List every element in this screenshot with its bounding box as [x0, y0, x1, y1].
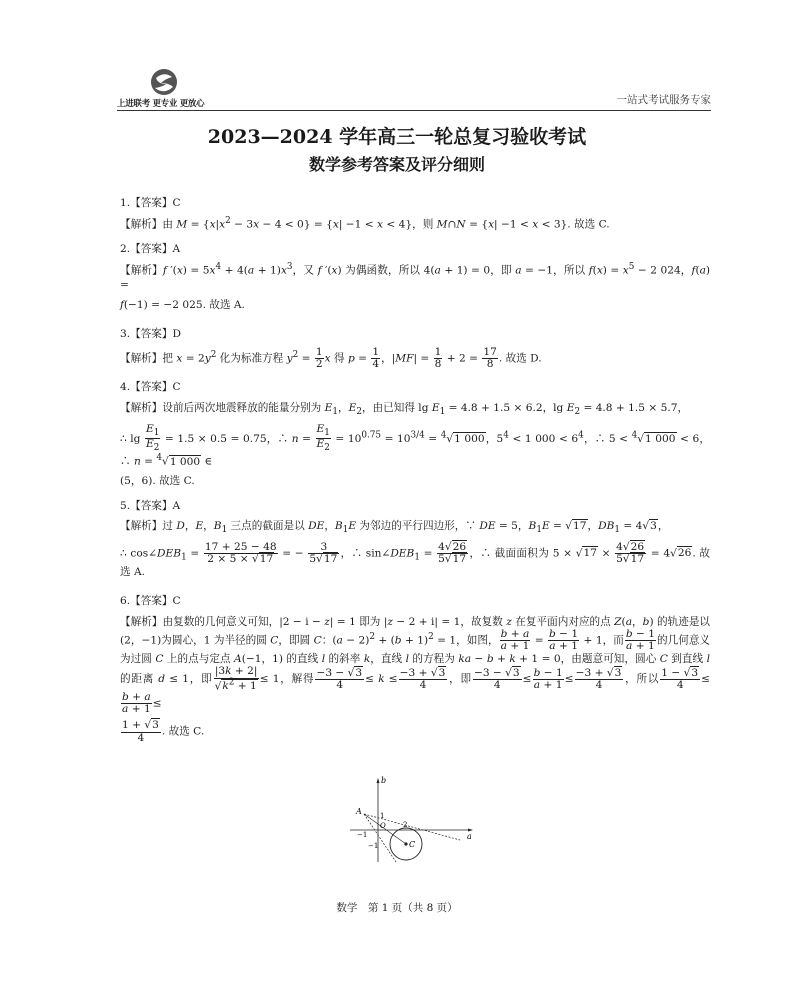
answer-1: 1.【答案】C	[120, 197, 181, 209]
logo-mark-icon	[147, 68, 181, 98]
page-title: 2023—2024 学年高三一轮总复习验收考试	[207, 126, 587, 148]
label-neg1-y: −1	[368, 842, 379, 850]
label-b: b	[381, 776, 387, 785]
explanation-4: 【解析】设前后两次地震释放的能量分别为 $E_1$，$E_2$，由已知得 $\lg E_1 = 4.8 + 1.5 \times 6.2$，$\lg E_2 = 4.8 + 1.5 \times 5.7$， ∴ lg $\frac{E_1}{E_2}$ = 1.5 × 0.5 = 0.75，∴ n = $\frac{E_1}{E_2}$ = $10^{0.75} = 10^{3/4} = ^4√1$ 000，$5^4 < 1$ $000 < 6^4$，∴ 5 < $^4$√1 000 < 6，∴ n = $^4$√1 000 ∈ (5，6). 故选 C.	[120, 401, 710, 488]
logo-text: 上进联考 更专业 更放心	[117, 99, 205, 109]
label-a: a	[467, 832, 472, 841]
answer-5: 5.【答案】A	[120, 499, 181, 512]
label-O: O	[380, 822, 386, 830]
label-2: 2	[403, 821, 408, 829]
explanation-3: 【解析】把 $x = 2y^2$ 化为标准方程 $y^2$ = $\frac{1}{2}$ x 得 p = $\frac{1}{4}$ ，|MF| = $\frac{1}{8}$ + 2 = $\frac{17}{8}$ . 故选 D.	[120, 346, 542, 371]
page-subtitle: 数学参考答案及评分细则	[308, 155, 485, 174]
label-neg1-x: −1	[357, 831, 368, 839]
explanation-1: 【解析】由 $M = \{x|x^2 - 3x - 4 < 0\} = \{x| -1 < x < 4\}$，则 M∩N = {x| −1 < x < 3}. 故选 C.	[120, 216, 610, 231]
page-footer: 数学 第 1 页（共 8 页）	[336, 902, 458, 914]
complex-plane-figure	[342, 774, 482, 864]
explanation-5: 【解析】过 D，E，$B_1$ 三点的截面是以 DE，$B_1E$ 为邻边的平行四边形，∵ DE = 5，$B_1E = √17$，$DB_1 = 4√3$， ∴ $\cos\angle DEB_1$ = $\frac{17 + 25 - 48}{2 \times 5 \times √17}$ = − $\frac{3}{5√17}$ ，∴ $\sin\angle DEB_1$ = $\frac{4√26}{5√17}$ ，∴ 截面面积为 5 × √17 × $\frac{4√26}{5√17}$ = 4√26. 故选 A.	[120, 519, 710, 579]
answer-4: 4.【答案】C	[120, 381, 181, 394]
answer-3: 3.【答案】D	[120, 327, 181, 340]
header-slogan: 一站式考试服务专家	[616, 94, 711, 106]
label-1: 1	[380, 812, 385, 820]
label-C: C	[409, 840, 416, 849]
label-A: A	[356, 807, 362, 816]
logo	[117, 68, 209, 108]
answer-2: 2.【答案】A	[120, 243, 181, 256]
explanation-2: 【解析】f $'(x) = 5x^4 + 4(a + 1)x^3$，又 f ′(x) 为偶函数，所以 4(a + 1) = 0，即 a = −1，所以 $f(x) = x^5 - 2$ 024，f(a) = f(−1) = −2 025. 故选 A.	[120, 262, 711, 311]
page-header	[117, 68, 711, 111]
answer-6: 6.【答案】C	[120, 595, 181, 608]
answer-content	[120, 192, 710, 755]
b-axis-arrow-icon	[377, 778, 380, 783]
explanation-6: 【解析】由复数的几何意义可知，|2 − i − z| = 1 即为 |z − 2 + i| = 1，故复数 z 在复平面内对应的点 Z(a，b) 的轨迹是以(2，−1)为圆心，1 为半径的圆 C，即圆 C：$(a - 2)^2 + (b + 1)^2 = 1$，如图， $\frac{b + a}{a + 1}$ = $\frac{b - 1}{a + 1}$ + 1，而 $\frac{b - 1}{a + 1}$ 的几何意义为过圆 C 上的点与定点 A(−1，1) 的直线 l 的斜率 k，直线 l 的方程为 ka − b + k + 1 = 0，由题意可知，圆心 C 到直线 l 的距离 d ≤ 1，即 $\frac{|3k + 2|}{√k^2 + 1}$ ≤ 1，解得 $\frac{-3 - √3}{4}$ ≤ k ≤ $\frac{-3 + √3}{4}$ ，即 $\frac{-3 - √3}{4}$ ≤ $\frac{b - 1}{a + 1}$ ≤ $\frac{-3 + √3}{4}$ ，所以 $\frac{1 - √3}{4}$ ≤ $\frac{b + a}{a + 1}$ ≤ $\frac{1 + √3}{4}$ . 故选 C.	[120, 615, 711, 744]
